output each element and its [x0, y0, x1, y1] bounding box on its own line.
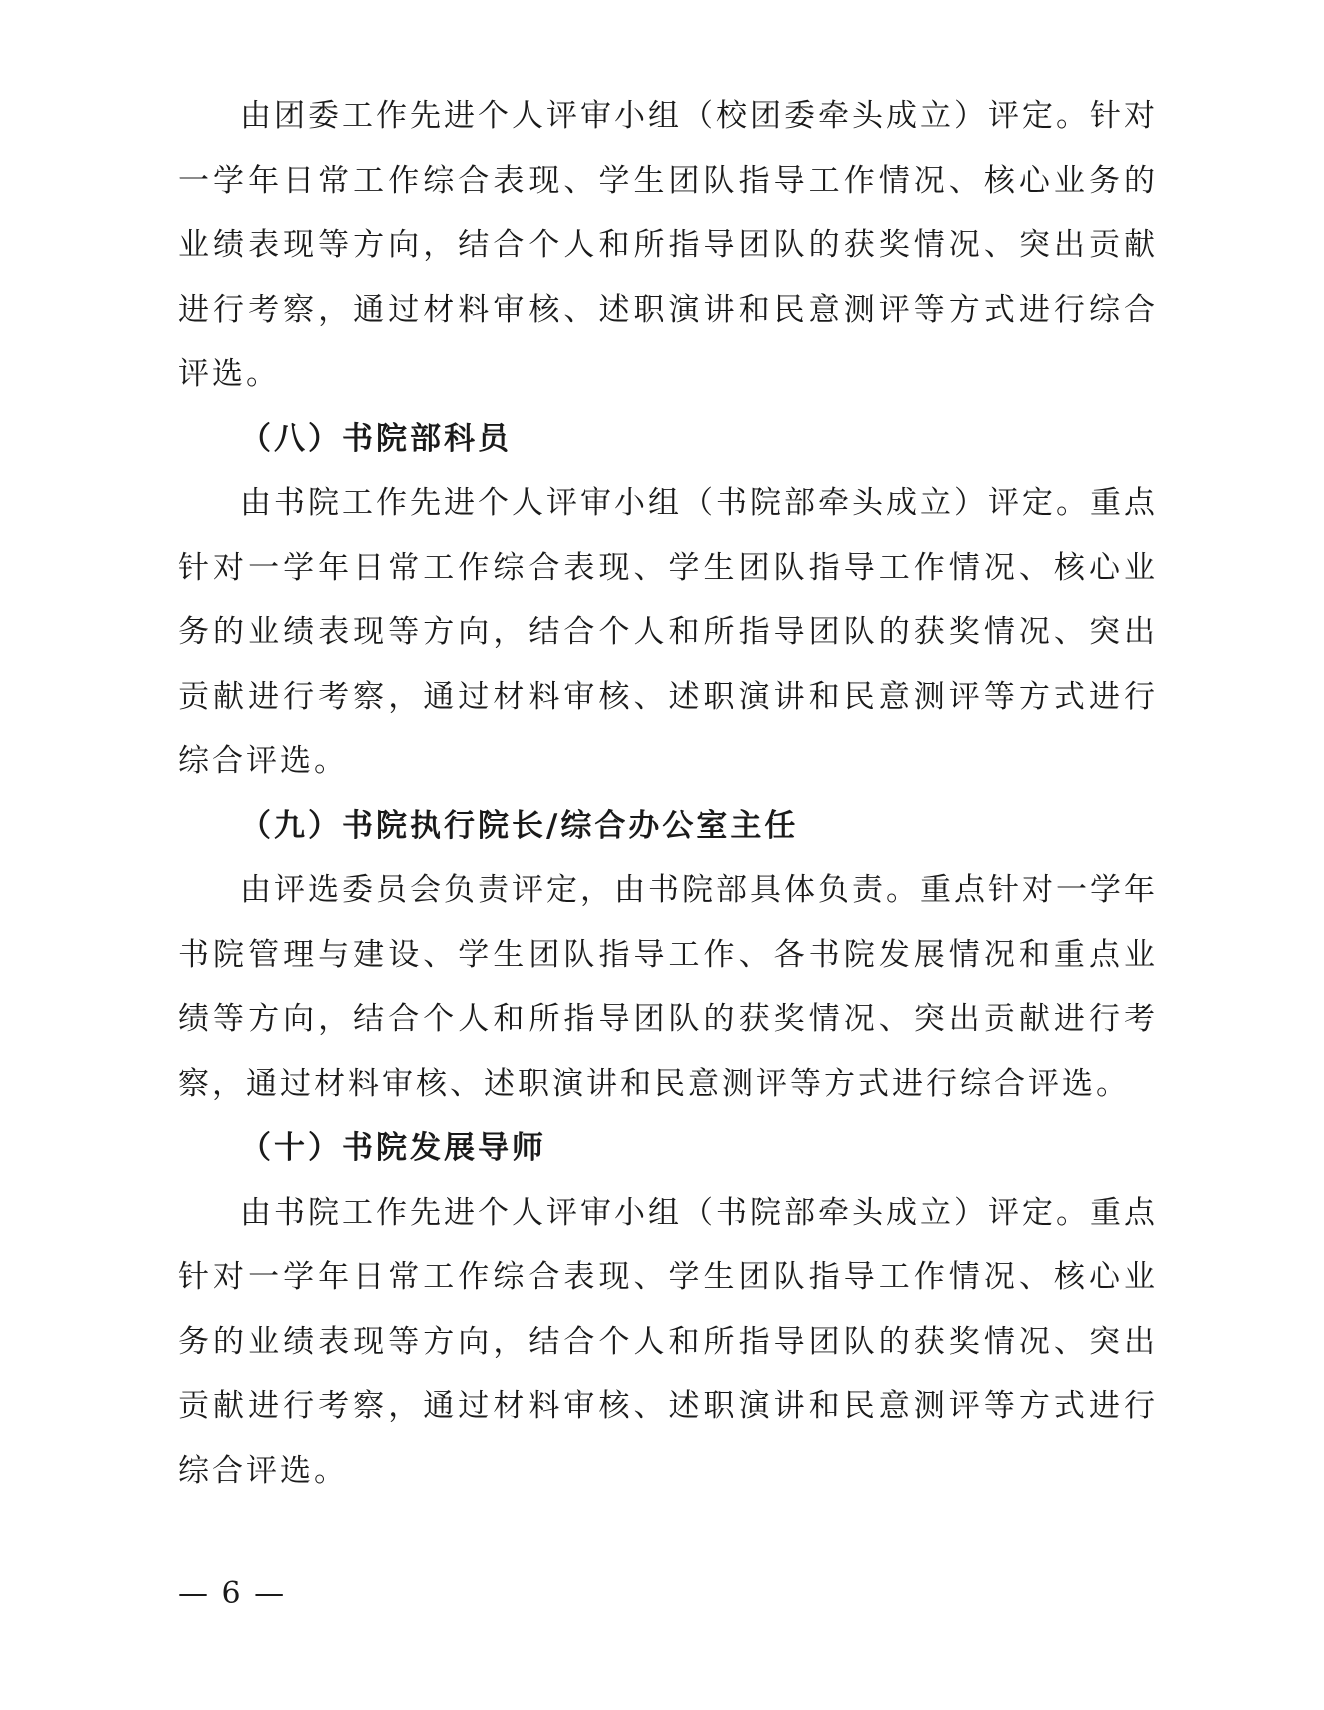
document-body [178, 84, 1158, 1503]
section-body-9: 由评选委员会负责评定，由书院部具体负责。重点针对一学年书院管理与建设、学生团队指导工作、各书院发展情况和重点业绩等方向，结合个人和所指导团队的获奖情况、突出贡献进行考察，通过材料审核、述职演讲和民意测评等方式进行综合评选。 [178, 872, 1158, 1102]
section-heading-9: （九）书院执行院长/综合办公室主任 [240, 807, 799, 844]
paragraph-intro: 由团委工作先进个人评审小组（校团委牵头成立）评定。针对一学年日常工作综合表现、学生团队指导工作情况、核心业务的业绩表现等方向，结合个人和所指导团队的获奖情况、突出贡献进行考察，通过材料审核、述职演讲和民意测评等方式进行综合评选。 [178, 98, 1158, 392]
page-number: — 6 — [178, 1576, 287, 1611]
section-body-8: 由书院工作先进个人评审小组（书院部牵头成立）评定。重点针对一学年日常工作综合表现、学生团队指导工作情况、核心业务的业绩表现等方向，结合个人和所指导团队的获奖情况、突出贡献进行考察，通过材料审核、述职演讲和民意测评等方式进行综合评选。 [178, 485, 1158, 779]
section-heading-8: （八）书院部科员 [240, 420, 512, 457]
section-heading-10: （十）书院发展导师 [240, 1130, 546, 1166]
section-body-10: 由书院工作先进个人评审小组（书院部牵头成立）评定。重点针对一学年日常工作综合表现、学生团队指导工作情况、核心业务的业绩表现等方向，结合个人和所指导团队的获奖情况、突出贡献进行考察，通过材料审核、述职演讲和民意测评等方式进行综合评选。 [178, 1194, 1158, 1489]
